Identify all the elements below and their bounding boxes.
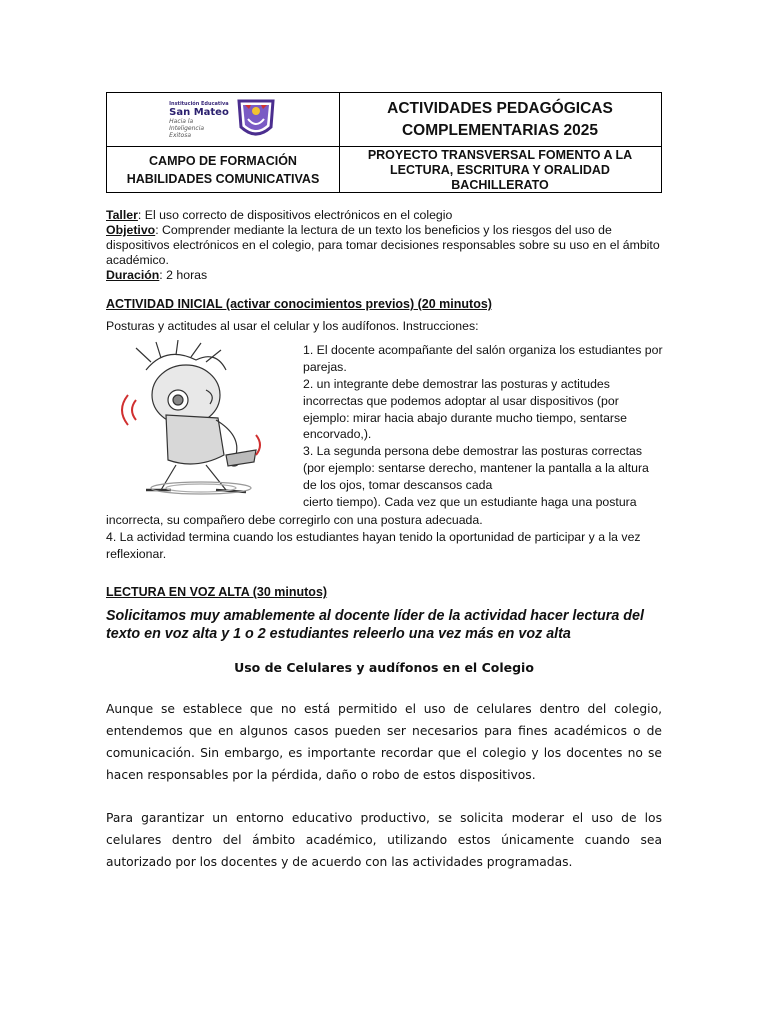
duracion-text: : 2 horas <box>159 268 208 282</box>
title-line-2: COMPLEMENTARIAS 2025 <box>401 121 599 139</box>
instruction-1: 1. El docente acompañante del salón organiza los estudiantes por parejas. <box>303 343 663 374</box>
logo-cell <box>107 93 339 146</box>
title-cell <box>339 93 661 146</box>
logo-small-text: Institución Educativa <box>169 100 229 107</box>
logo-motto-3: Exitosa <box>169 131 191 139</box>
info-block <box>106 208 662 283</box>
reading-paragraph-1: Aunque se establece que no está permitido el uso de celulares dentro del colegio, entendemos que en algunos casos pueden ser necesarios para fines académicos o de comunicación. Sin embargo, es importante recordar que el colegio y los docentes no se hacen responsables por la pérdida, daño o robo de estos dispositivos. <box>106 702 662 782</box>
header-table <box>106 92 662 193</box>
duracion-line <box>106 268 662 283</box>
title-line-1: ACTIVIDADES PEDAGÓGICAS <box>387 99 613 117</box>
actividad-intro: Posturas y actitudes al usar el celular y los audífonos. Instrucciones: <box>106 319 479 333</box>
proyecto-line-3: BACHILLERATO <box>451 177 549 192</box>
proyecto-line-1: PROYECTO TRANSVERSAL FOMENTO A LA <box>367 147 633 162</box>
logo-motto-1: Hacia la <box>169 117 194 125</box>
objetivo-line <box>106 223 662 268</box>
reading-title: Uso de Celulares y audífonos en el Colegio <box>234 660 534 675</box>
logo-school-name: San Mateo <box>169 106 229 118</box>
actividad-inicial-heading: ACTIVIDAD INICIAL (activar conocimientos previos) (20 minutos) <box>106 297 492 311</box>
campo-line-2: HABILIDADES COMUNICATIVAS <box>126 172 320 186</box>
campo-cell <box>107 147 339 193</box>
objetivo-text: : Comprender mediante la lectura de un texto los beneficios y los riesgos del uso de dispositivos electrónicos en el colegio, para tomar decisiones responsables sobre su uso en el ámbito académico. <box>106 223 660 267</box>
reading-paragraph-2: Para garantizar un entorno educativo productivo, se solicita moderar el uso de los celulares dentro del ámbito académico, utilizando estos únicamente cuando sea autorizado por los docentes y de acuerdo con las actividades programadas. <box>106 811 662 869</box>
instruction-3c: incorrecta, su compañero debe corregirlo con una postura adecuada. <box>106 513 483 527</box>
objetivo-label: Objetivo <box>106 223 156 237</box>
campo-line-1: CAMPO DE FORMACIÓN <box>149 154 297 168</box>
instruction-2: 2. un integrante debe demostrar las posturas y actitudes incorrectas que podemos adoptar al usar dispositivos (por ejemplo: mirar hacia abajo durante mucho tiempo, sentarse encorvado,). <box>303 377 627 442</box>
taller-label: Taller <box>106 208 138 222</box>
duracion-label: Duración <box>106 268 160 282</box>
student-with-phone-illustration <box>106 340 298 500</box>
logo-motto-2: Inteligencia <box>169 124 205 132</box>
instruction-4: 4. La actividad termina cuando los estudiantes hayan tenido la oportunidad de participar y a la vez reflexionar. <box>106 530 641 561</box>
logo-text <box>169 101 229 139</box>
instruction-3b: cierto tiempo). Cada vez que un estudiante haga una postura <box>303 495 637 509</box>
taller-line <box>106 208 662 223</box>
school-logo <box>169 97 277 143</box>
school-shield-icon <box>235 97 277 143</box>
instruction-3a: 3. La segunda persona debe demostrar las posturas correctas (por ejemplo: sentarse derecho, mantener la pantalla a la altura de los ojos, tomar descansos cada <box>303 444 649 492</box>
proyecto-line-2: LECTURA, ESCRITURA Y ORALIDAD <box>390 162 610 177</box>
lectura-heading: LECTURA EN VOZ ALTA (30 minutos) <box>106 585 328 599</box>
taller-text: : El uso correcto de dispositivos electrónicos en el colegio <box>137 208 453 222</box>
lectura-request: Solicitamos muy amablemente al docente líder de la actividad hacer lectura del texto en voz alta y 1 o 2 estudiantes releerlo una vez más en voz alta <box>106 608 644 642</box>
proyecto-cell <box>339 147 661 193</box>
